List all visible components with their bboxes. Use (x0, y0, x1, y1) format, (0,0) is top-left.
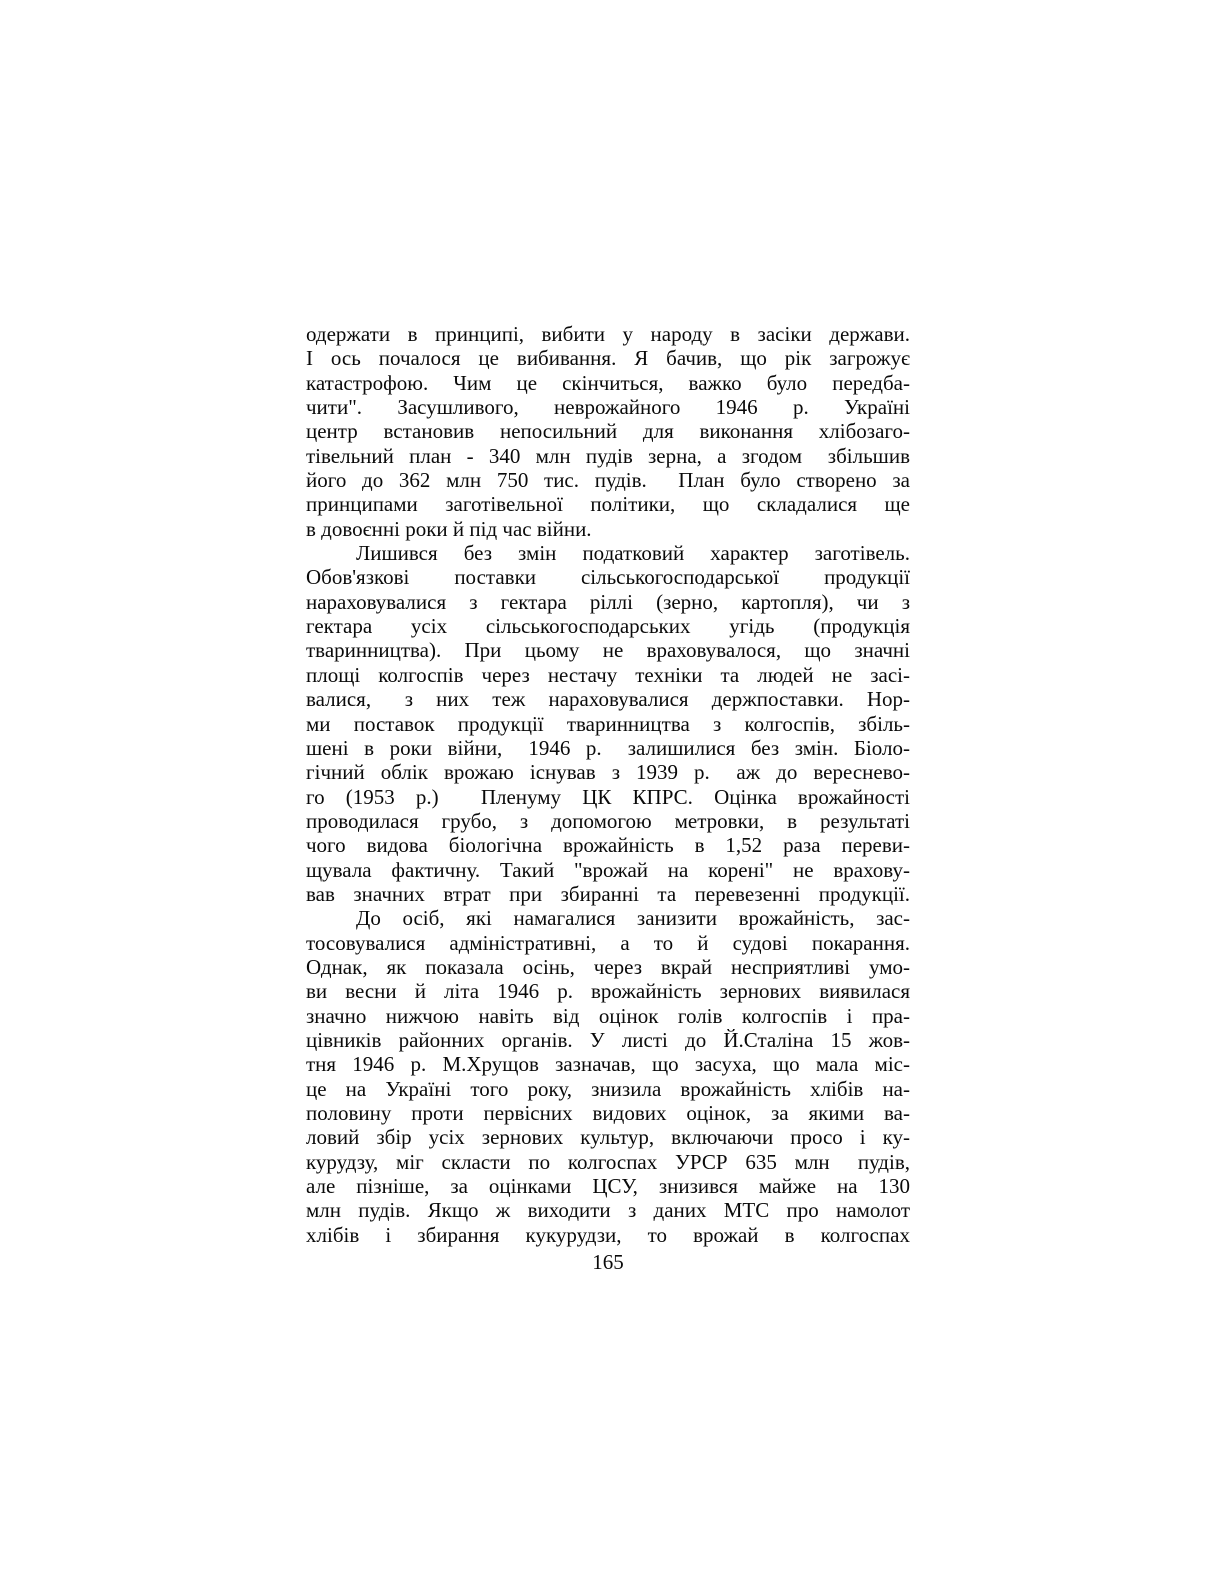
text-line: проводилася грубо, з допомогою метровки, в результаті (306, 808, 910, 833)
text-line: хлібів і збирання кукурудзи, то врожай в колгоспах (306, 1222, 910, 1247)
text-line: тваринництва). При цьому не враховувалося, що значні (306, 638, 910, 663)
page-number: 165 (592, 1250, 624, 1274)
text-line: принципами заготівельної політики, що складалися ще (306, 492, 910, 517)
text-line: валися, з них теж нараховувалися держпоставки. Нор- (306, 687, 910, 712)
text-line: одержати в принципі, вибити у народу в засіки держави. (306, 322, 910, 346)
body-text (306, 322, 910, 1247)
paragraph (306, 322, 910, 541)
text-line: гічний облік врожаю існував з 1939 р. аж до вереснево- (306, 760, 910, 785)
text-line: його до 362 млн 750 тис. пудів. План було створено за (306, 468, 910, 493)
text-line: шені в роки війни, 1946 р. залишилися без змін. Біоло- (306, 735, 910, 760)
text-line: щувала фактичну. Такий "врожай на корені" не врахову- (306, 857, 910, 882)
text-line: нараховувалися з гектара ріллі (зерно, картопля), чи з (306, 589, 910, 614)
paragraph (306, 906, 910, 1247)
text-line: ви весни й літа 1946 р. врожайність зернових виявилася (306, 979, 910, 1004)
text-line: Обов'язкові поставки сільськогосподарської продукції (306, 565, 910, 590)
text-line: го (1953 р.) Пленуму ЦК КПРС. Оцінка врожайності (306, 784, 910, 809)
text-line: в довоєнні роки й під час війни. (306, 516, 592, 541)
text-line: значно нижчою навіть від оцінок голів колгоспів і пра- (306, 1003, 910, 1028)
paragraph (306, 541, 910, 906)
text-line: чити". Засушливого, неврожайного 1946 р. Україні (306, 395, 910, 420)
text-line: І ось почалося це вибивання. Я бачив, що рік загрожує (306, 346, 910, 371)
text-line: чого видова біологічна врожайність в 1,52 раза переви- (306, 833, 910, 858)
text-line: але пізніше, за оцінками ЦСУ, знизився майже на 130 (306, 1174, 910, 1199)
text-line: гектара усіх сільськогосподарських угідь (продукція (306, 614, 910, 639)
text-line: тосовувалися адміністративні, а то й судові покарання. (306, 930, 910, 955)
text-line: Однак, як показала осінь, через вкрай несприятливі умо- (306, 954, 910, 979)
text-line: ловий збір усіх зернових культур, включаючи просо і ку- (306, 1125, 910, 1150)
text-line: тня 1946 р. М.Хрущов зазначав, що засуха, що мала міс- (306, 1052, 910, 1077)
text-line: катастрофою. Чим це скінчиться, важко було передба- (306, 370, 910, 395)
text-line: млн пудів. Якщо ж виходити з даних МТС про намолот (306, 1198, 910, 1223)
text-line: площі колгоспів через нестачу техніки та людей не засі- (306, 662, 910, 687)
text-line: До осіб, які намагалися занизити врожайність, зас- (356, 906, 910, 931)
text-line: це на Україні того року, знизила врожайність хлібів на- (306, 1076, 910, 1101)
text-line: курудзу, міг скласти по колгоспах УРСР 635 млн пудів, (306, 1149, 910, 1174)
text-line: центр встановив непосильний для виконання хлібозаго- (306, 419, 910, 444)
text-line: Лишився без змін податковий характер заготівель. (356, 541, 910, 566)
text-line: вав значних втрат при збиранні та перевезенні продукції. (306, 881, 910, 906)
text-line: ми поставок продукції тваринництва з колгоспів, збіль- (306, 711, 910, 736)
text-line: тівельний план - 340 млн пудів зерна, а згодом збільшив (306, 443, 910, 468)
text-line: половину проти первісних видових оцінок, за якими ва- (306, 1101, 910, 1125)
text-line: цівників районних органів. У листі до Й.Сталіна 15 жов- (306, 1027, 910, 1052)
